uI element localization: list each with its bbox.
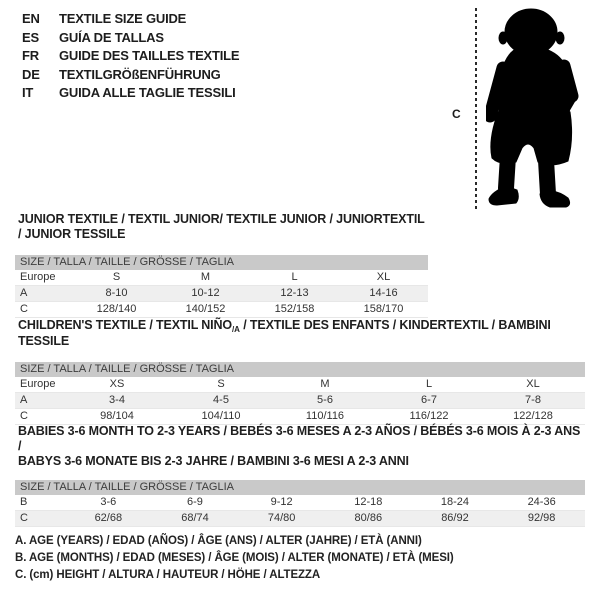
value-cell: 80/86 xyxy=(325,511,412,527)
language-row xyxy=(22,10,239,29)
table-row xyxy=(15,302,428,318)
value-cell: 12-18 xyxy=(325,495,412,511)
title-text: CHILDREN'S TEXTILE / TEXTIL NIÑO xyxy=(18,318,232,332)
table-row xyxy=(15,286,428,302)
value-cell: XS xyxy=(65,377,169,393)
value-cell: 62/68 xyxy=(65,511,152,527)
language-code: FR xyxy=(22,48,39,64)
language-label: TEXTILGRÖßENFÜHRUNG xyxy=(59,66,221,82)
row-label-cell: Europe xyxy=(15,270,72,286)
value-cell: 152/158 xyxy=(250,302,339,318)
value-cell: S xyxy=(72,270,161,286)
value-cell: L xyxy=(250,270,339,286)
value-cell: 74/80 xyxy=(238,511,325,527)
section-title: JUNIOR TEXTILE / TEXTIL JUNIOR/ TEXTILE JUNIOR / JUNIORTEXTIL / JUNIOR TESSILE xyxy=(18,212,425,241)
title-text: / TEXTILE DES ENFANTS / KINDERTEXTIL / BAMBINI TESSILE xyxy=(18,318,551,348)
value-cell: 6-9 xyxy=(152,495,239,511)
value-cell: 7-8 xyxy=(481,393,585,409)
legend-notes xyxy=(15,533,454,584)
value-cell: 122/128 xyxy=(481,409,585,425)
baby-silhouette-icon xyxy=(486,4,598,212)
table-row xyxy=(15,377,585,393)
section-children-textile xyxy=(15,318,585,425)
value-cell: 92/98 xyxy=(498,511,585,527)
value-cell: 5-6 xyxy=(273,393,377,409)
language-label: GUIDA ALLE TAGLIE TESSILI xyxy=(59,85,236,101)
note-age-months: B. AGE (MONTHS) / EDAD (MESES) / ÂGE (MOIS) / ALTER (MONATE) / ETÀ (MESI) xyxy=(15,552,454,564)
language-label: GUÍA DE TALLAS xyxy=(59,29,164,45)
value-cell: 4-5 xyxy=(169,393,273,409)
value-cell: 116/122 xyxy=(377,409,481,425)
section-title xyxy=(18,318,585,349)
size-header-bar: SIZE / TALLA / TAILLE / GRÖSSE / TAGLIA xyxy=(15,362,585,377)
language-code: ES xyxy=(22,29,39,45)
size-header-bar: SIZE / TALLA / TAILLE / GRÖSSE / TAGLIA xyxy=(15,255,428,270)
language-row xyxy=(22,66,239,85)
note-age-years: A. AGE (YEARS) / EDAD (AÑOS) / ÂGE (ANS) / ALTER (JAHRE) / ETÀ (ANNI) xyxy=(15,535,422,547)
row-label-cell: A xyxy=(15,393,65,409)
value-cell: 158/170 xyxy=(339,302,428,318)
value-cell: 104/110 xyxy=(169,409,273,425)
language-label: GUIDE DES TAILLES TEXTILE xyxy=(59,48,240,64)
language-code: EN xyxy=(22,11,40,26)
junior-size-table xyxy=(15,270,428,318)
section-junior-textile xyxy=(15,212,428,318)
language-row xyxy=(22,84,239,103)
table-row xyxy=(15,511,585,527)
value-cell: 110/116 xyxy=(273,409,377,425)
babies-size-table xyxy=(15,495,585,527)
row-label-cell: Europe xyxy=(15,377,65,393)
table-row xyxy=(15,270,428,286)
value-cell: 140/152 xyxy=(161,302,250,318)
value-cell: 86/92 xyxy=(412,511,499,527)
value-cell: 3-6 xyxy=(65,495,152,511)
row-label-cell: C xyxy=(15,302,72,318)
language-list xyxy=(22,10,239,103)
language-row xyxy=(22,29,239,48)
row-label-cell: B xyxy=(15,495,65,511)
section-babies-textile xyxy=(15,424,585,527)
value-cell: XL xyxy=(339,270,428,286)
value-cell: 98/104 xyxy=(65,409,169,425)
value-cell: L xyxy=(377,377,481,393)
row-label-cell: C xyxy=(15,409,65,425)
section-title-line2: BABYS 3-6 MONATE BIS 2-3 JAHRE / BAMBINI 3-6 MESI A 2-3 ANNI xyxy=(18,454,409,468)
value-cell: 8-10 xyxy=(72,286,161,302)
value-cell: M xyxy=(161,270,250,286)
value-cell: M xyxy=(273,377,377,393)
language-code: IT xyxy=(22,85,34,101)
language-label: TEXTILE SIZE GUIDE xyxy=(59,11,187,26)
note-height-cm: C. (cm) HEIGHT / ALTURA / HAUTEUR / HÖHE / ALTEZZA xyxy=(15,569,321,581)
row-label-cell: A xyxy=(15,286,72,302)
value-cell: 18-24 xyxy=(412,495,499,511)
value-cell: S xyxy=(169,377,273,393)
table-row xyxy=(15,495,585,511)
value-cell: 10-12 xyxy=(161,286,250,302)
value-cell: 9-12 xyxy=(238,495,325,511)
table-row xyxy=(15,409,585,425)
row-label-cell: C xyxy=(15,511,65,527)
value-cell: 14-16 xyxy=(339,286,428,302)
value-cell: 24-36 xyxy=(498,495,585,511)
language-code: DE xyxy=(22,66,40,82)
size-header-bar: SIZE / TALLA / TAILLE / GRÖSSE / TAGLIA xyxy=(15,480,585,495)
section-title: BABIES 3-6 MONTH TO 2-3 YEARS / BEBÉS 3-6 MESES A 2-3 AÑOS / BÉBÉS 3-6 MOIS À 2-3 ANS / xyxy=(18,424,581,453)
height-measure-label: C xyxy=(452,107,461,121)
height-reference-dotted-line xyxy=(475,8,477,210)
value-cell: 6-7 xyxy=(377,393,481,409)
title-subscript: /A xyxy=(231,325,240,334)
value-cell: 68/74 xyxy=(152,511,239,527)
table-row xyxy=(15,393,585,409)
language-row xyxy=(22,47,239,66)
value-cell: 3-4 xyxy=(65,393,169,409)
value-cell: XL xyxy=(481,377,585,393)
value-cell: 128/140 xyxy=(72,302,161,318)
children-size-table xyxy=(15,377,585,425)
value-cell: 12-13 xyxy=(250,286,339,302)
